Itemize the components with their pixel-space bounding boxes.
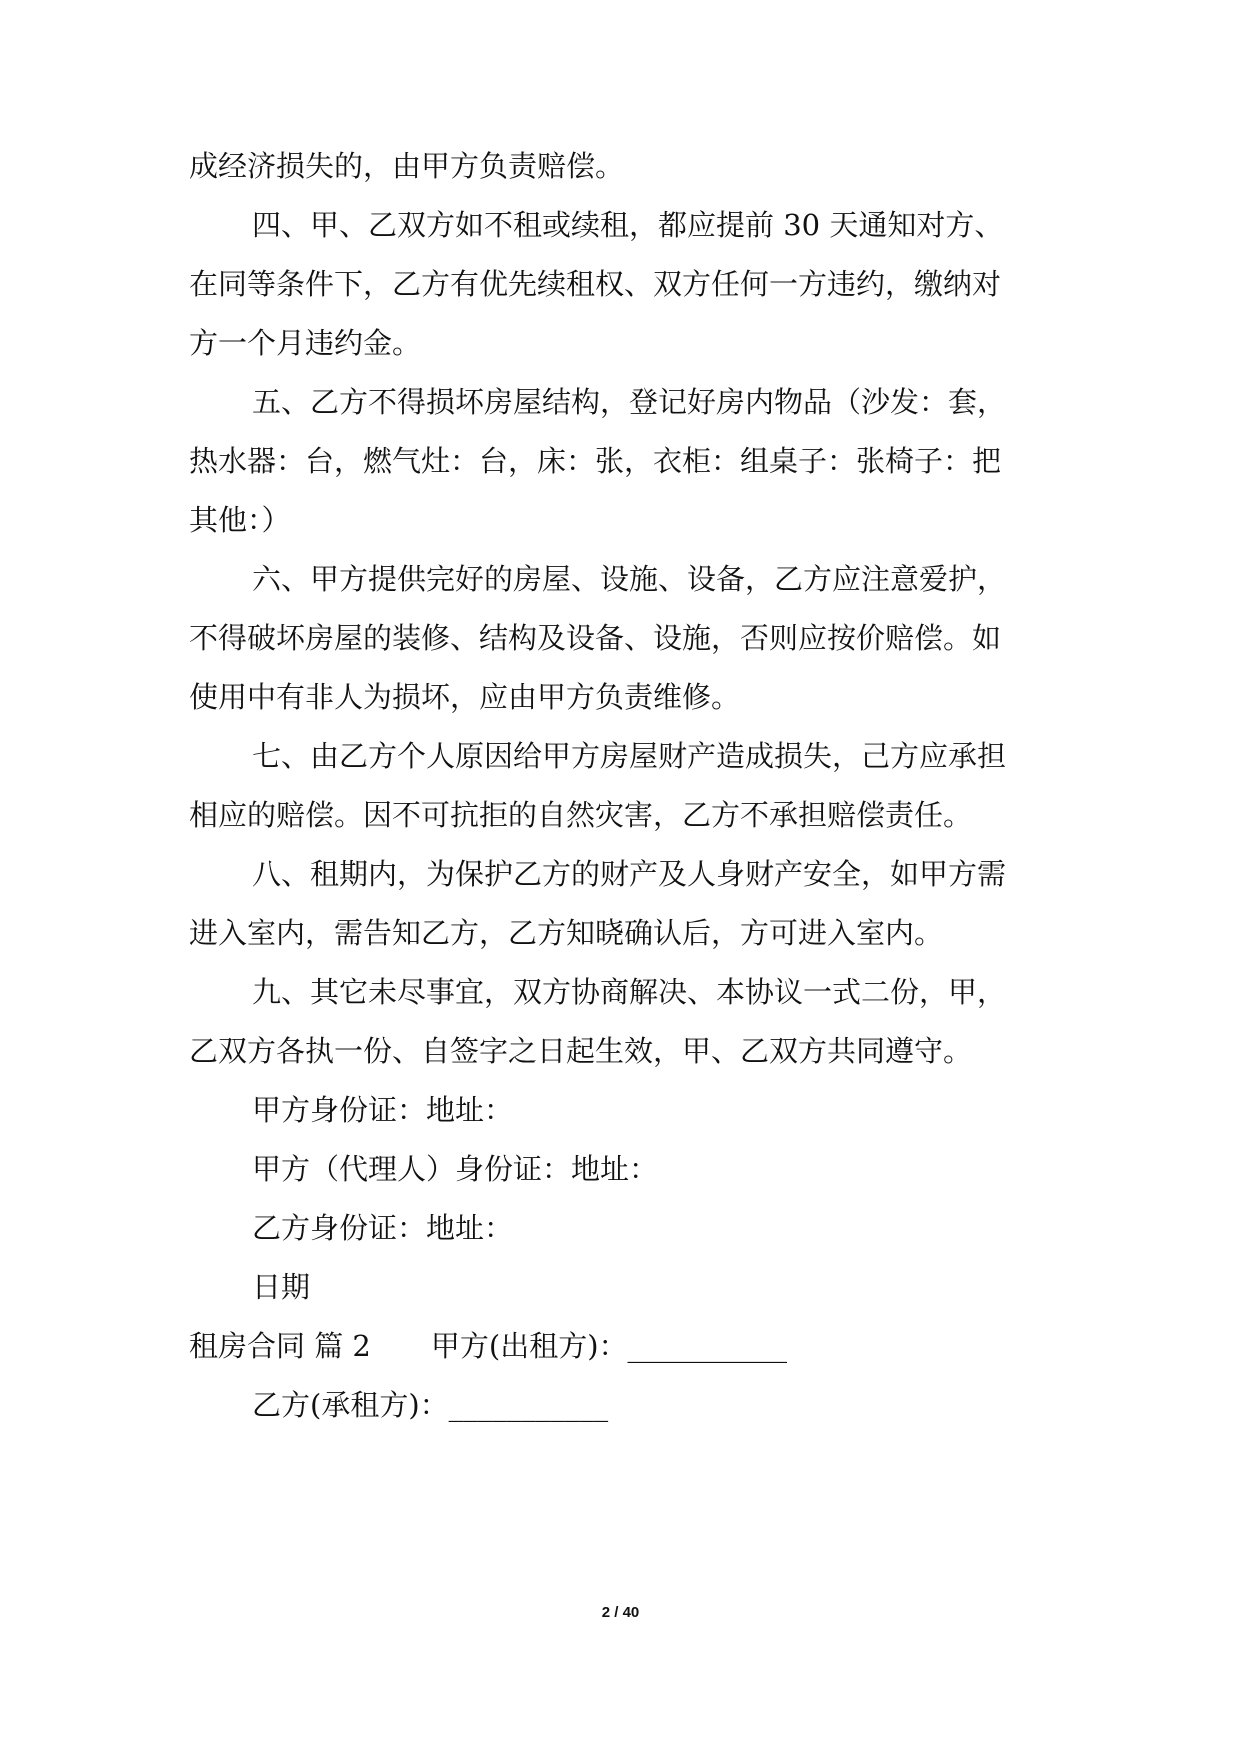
tenant-field: 乙方(承租方)：___________ bbox=[252, 1388, 609, 1422]
page-number: 2 / 40 bbox=[601, 1604, 640, 1621]
paragraph-line: 不得破坏房屋的装修、结构及设备、设施，否则应按价赔偿。如 bbox=[189, 621, 1002, 655]
signature-line: 乙方身份证：地址： bbox=[252, 1211, 514, 1245]
paragraph-line: 五、乙方不得损坏房屋结构，登记好房内物品（沙发：套， bbox=[252, 385, 1007, 419]
contract-heading bbox=[189, 1326, 1069, 1366]
paragraph-line: 成经济损失的，由甲方负责赔偿。 bbox=[189, 149, 625, 183]
paragraph-line: 进入室内，需告知乙方，乙方知晓确认后，方可进入室内。 bbox=[189, 916, 944, 950]
paragraph-line: 使用中有非人为损坏，应由甲方负责维修。 bbox=[189, 680, 741, 714]
signature-line: 甲方身份证：地址： bbox=[252, 1093, 514, 1127]
paragraph-line: 方一个月违约金。 bbox=[189, 326, 422, 360]
paragraph-line: 其他：） bbox=[189, 503, 291, 537]
paragraph-line: 九、其它未尽事宜，双方协商解决、本协议一式二份，甲， bbox=[252, 975, 1007, 1009]
paragraph-line: 在同等条件下，乙方有优先续租权、双方任何一方违约，缴纳对 bbox=[189, 267, 1002, 301]
paragraph-line: 热水器：台，燃气灶：台，床：张，衣柜：组桌子：张椅子：把 bbox=[189, 444, 1002, 478]
signature-line: 甲方（代理人）身份证：地址： bbox=[252, 1152, 659, 1186]
paragraph-line: 乙双方各执一份、自签字之日起生效，甲、乙双方共同遵守。 bbox=[189, 1034, 973, 1068]
date-line: 日期 bbox=[252, 1270, 311, 1304]
paragraph-line: 六、甲方提供完好的房屋、设施、设备，乙方应注意爱护， bbox=[252, 562, 1007, 596]
paragraph-line: 相应的赔偿。因不可抗拒的自然灾害，乙方不承担赔偿责任。 bbox=[189, 798, 973, 832]
paragraph-line: 八、租期内，为保护乙方的财产及人身财产安全，如甲方需 bbox=[252, 857, 1007, 891]
paragraph-line: 七、由乙方个人原因给甲方房屋财产造成损失，己方应承担 bbox=[252, 739, 1007, 773]
paragraph-line: 四、甲、乙双方如不租或续租，都应提前 30 天通知对方、 bbox=[252, 208, 1004, 242]
contract-title: 租房合同 篇 2 bbox=[189, 1329, 371, 1363]
landlord-field: 甲方(出租方)：___________ bbox=[430, 1329, 788, 1363]
